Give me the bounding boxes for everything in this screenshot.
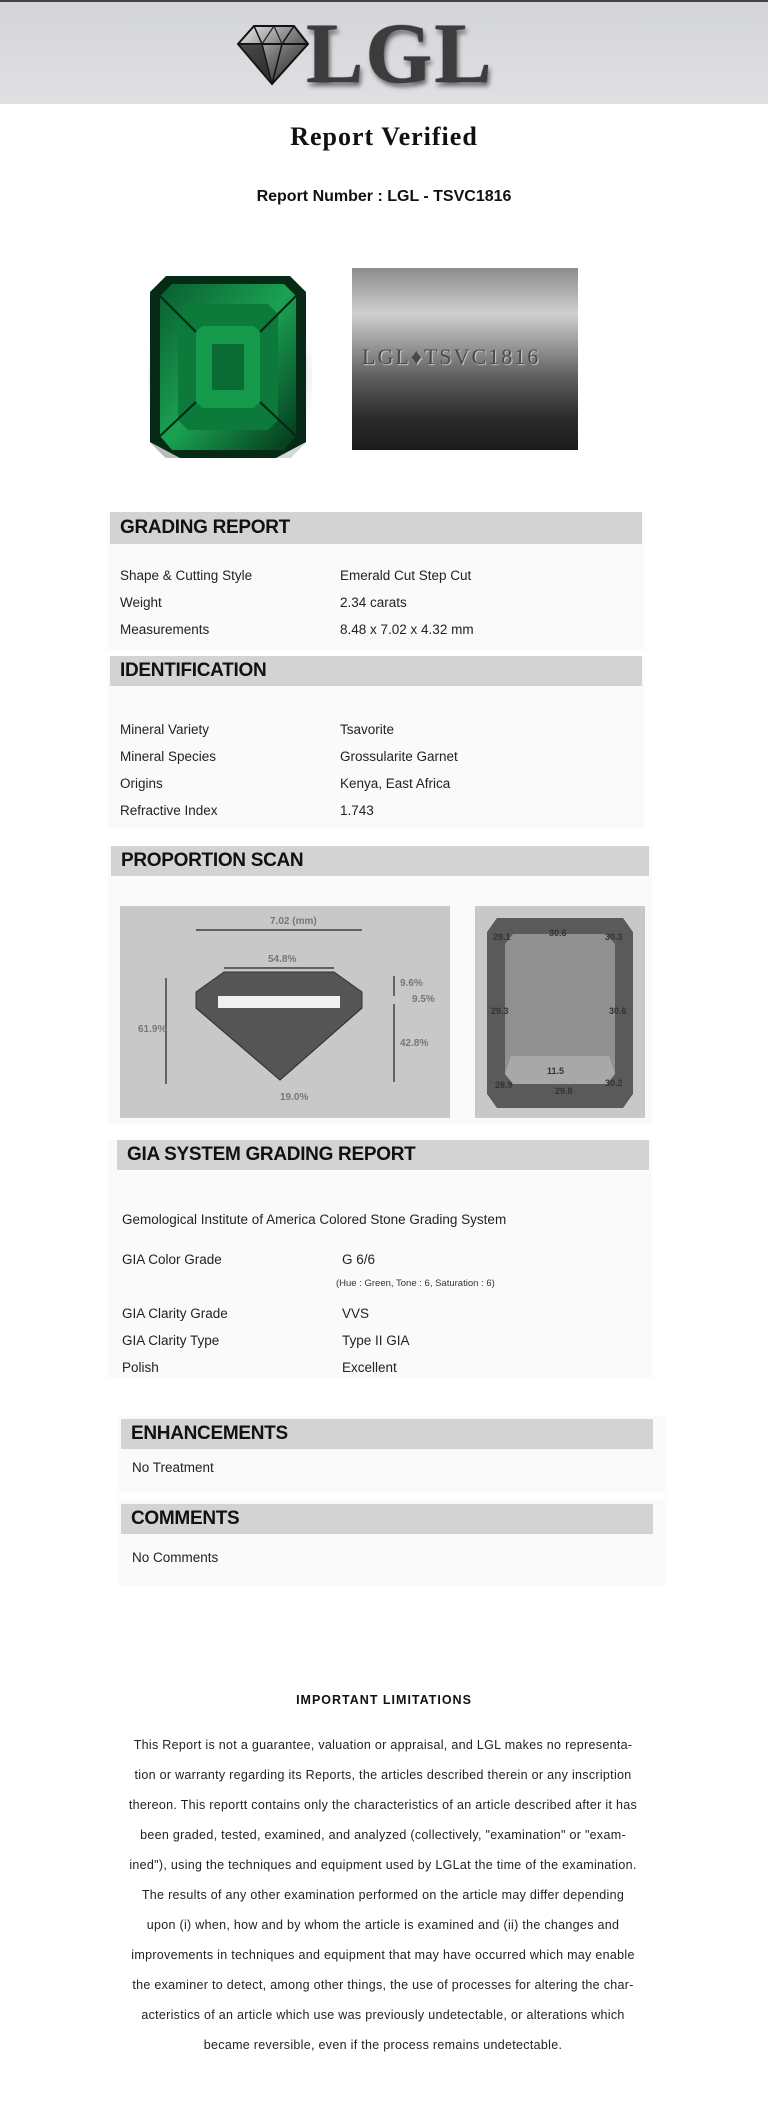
identification-row-value: Tsavorite bbox=[340, 722, 395, 737]
gia-color-note: (Hue : Green, Tone : 6, Saturation : 6) bbox=[336, 1278, 495, 1289]
identification-row bbox=[108, 770, 644, 797]
gia-color-row bbox=[108, 1246, 652, 1273]
gia-color-label: GIA Color Grade bbox=[122, 1252, 222, 1267]
top-view-value: 30.2 bbox=[605, 1078, 623, 1088]
top-view-value: 29.3 bbox=[491, 1006, 509, 1016]
profile-depth-label: 61.9% bbox=[138, 1024, 167, 1035]
top-view-value: 28.9 bbox=[495, 1080, 513, 1090]
grading-row-value: Emerald Cut Step Cut bbox=[340, 568, 472, 583]
gia-row-label: GIA Clarity Type bbox=[122, 1333, 220, 1348]
page-title: Report Verified bbox=[290, 122, 478, 151]
gia-row-label: Polish bbox=[122, 1360, 159, 1375]
top-view-value: 29.1 bbox=[493, 932, 511, 942]
proportion-scan-heading: PROPORTION SCAN bbox=[111, 846, 649, 876]
gia-color-value: G 6/6 bbox=[342, 1252, 376, 1267]
top-view-value: 30.6 bbox=[549, 928, 567, 938]
limitations-line: The results of any other examination performed on the article may differ depending bbox=[141, 1888, 625, 1902]
report-number: Report Number : LGL - TSVC1816 bbox=[256, 188, 512, 205]
identification-row-label: Mineral Species bbox=[120, 749, 217, 764]
gia-row-value: VVS bbox=[342, 1306, 370, 1321]
limitations-line: upon (i) when, how and by whom the article is examined and (ii) the changes and bbox=[146, 1918, 620, 1932]
profile-table-label: 54.8% bbox=[268, 954, 297, 965]
gia-row bbox=[108, 1354, 652, 1381]
identification-row bbox=[108, 797, 644, 824]
profile-width-label: 7.02 (mm) bbox=[270, 916, 317, 927]
identification-row bbox=[108, 743, 644, 770]
gia-row bbox=[108, 1327, 652, 1354]
comments-section bbox=[118, 1500, 666, 1586]
inscription-text: LGL♦TSVC1816 bbox=[362, 344, 541, 369]
enhancements-value: No Treatment bbox=[132, 1460, 214, 1475]
limitations-line: acteristics of an article which use was previously undetectable, or alterations which bbox=[141, 2008, 625, 2022]
diamond-logo-icon bbox=[232, 18, 312, 88]
enhancements-heading: ENHANCEMENTS bbox=[121, 1419, 653, 1449]
identification-row-label: Refractive Index bbox=[120, 803, 218, 818]
grading-row bbox=[108, 589, 644, 616]
identification-row-value: Kenya, East Africa bbox=[340, 776, 451, 791]
gia-row-value: Type II GIA bbox=[342, 1333, 410, 1348]
identification-row-value: 1.743 bbox=[340, 803, 374, 818]
grading-row bbox=[108, 616, 644, 643]
gia-section bbox=[108, 1140, 652, 1378]
identification-row-value: Grossularite Garnet bbox=[340, 749, 458, 764]
gia-row bbox=[108, 1300, 652, 1327]
identification-row-label: Mineral Variety bbox=[120, 722, 210, 737]
enhancements-section bbox=[118, 1416, 666, 1492]
limitations-heading: IMPORTANT LIMITATIONS bbox=[296, 1693, 472, 1707]
limitations-line: improvements in techniques and equipment that may have occurred which may enable bbox=[131, 1948, 635, 1962]
profile-crown-label: 9.6% bbox=[400, 978, 423, 989]
top-view-value: 29.8 bbox=[555, 1086, 573, 1096]
limitations-line: became reversible, even if the process remains undetectable. bbox=[203, 2038, 563, 2052]
identification-row bbox=[108, 716, 644, 743]
comments-value: No Comments bbox=[132, 1550, 219, 1565]
grading-row-value: 8.48 x 7.02 x 4.32 mm bbox=[340, 622, 474, 637]
limitations-line: thereon. This reportt contains only the characteristics of an article described after it has bbox=[128, 1798, 638, 1812]
grading-report-section bbox=[108, 512, 644, 650]
profile-diagram bbox=[120, 906, 450, 1118]
comments-heading: COMMENTS bbox=[121, 1504, 653, 1534]
profile-culet-label: 19.0% bbox=[280, 1092, 309, 1103]
gia-row-value: Excellent bbox=[342, 1360, 397, 1375]
top-view-diagram bbox=[475, 906, 645, 1118]
grading-row-label: Shape & Cutting Style bbox=[120, 568, 253, 583]
limitations-line: tion or warranty regarding its Reports, the articles described therein or any inscription bbox=[134, 1768, 632, 1782]
laser-inscription-photo bbox=[352, 268, 578, 450]
proportion-scan-section bbox=[108, 846, 652, 1124]
top-view-value: 30.6 bbox=[609, 1006, 627, 1016]
identification-heading: IDENTIFICATION bbox=[110, 656, 642, 686]
gia-system-label: Gemological Institute of America Colored Stone Grading System bbox=[122, 1212, 507, 1227]
gia-heading: GIA SYSTEM GRADING REPORT bbox=[117, 1140, 649, 1170]
logo-text: LGL bbox=[306, 5, 494, 101]
top-view-value: 30.3 bbox=[605, 932, 623, 942]
top-view-value: 11.5 bbox=[547, 1066, 565, 1076]
profile-pavilion-label: 42.8% bbox=[400, 1038, 429, 1049]
gia-row-label: GIA Clarity Grade bbox=[122, 1306, 228, 1321]
grading-row bbox=[108, 562, 644, 589]
grading-row-label: Measurements bbox=[120, 622, 210, 637]
grading-row-value: 2.34 carats bbox=[340, 595, 407, 610]
limitations-line: the examiner to detect, among other things, the use of processes for altering the char- bbox=[132, 1978, 634, 1992]
profile-girdle-label: 9.5% bbox=[412, 994, 435, 1005]
limitations-line: This Report is not a guarantee, valuation or appraisal, and LGL makes no representa- bbox=[133, 1738, 633, 1752]
header-banner bbox=[0, 0, 768, 104]
limitations-line: been graded, tested, examined, and analyzed (collectively, "examination" or "exam- bbox=[140, 1828, 626, 1842]
grading-report-heading: GRADING REPORT bbox=[110, 512, 642, 544]
identification-row-label: Origins bbox=[120, 776, 163, 791]
gemstone-photo bbox=[140, 270, 316, 460]
identification-section bbox=[108, 656, 644, 828]
grading-row-label: Weight bbox=[120, 595, 162, 610]
limitations-text bbox=[118, 1730, 648, 2060]
limitations-line: ined"), using the techniques and equipment used by LGLat the time of the examination. bbox=[129, 1858, 637, 1872]
